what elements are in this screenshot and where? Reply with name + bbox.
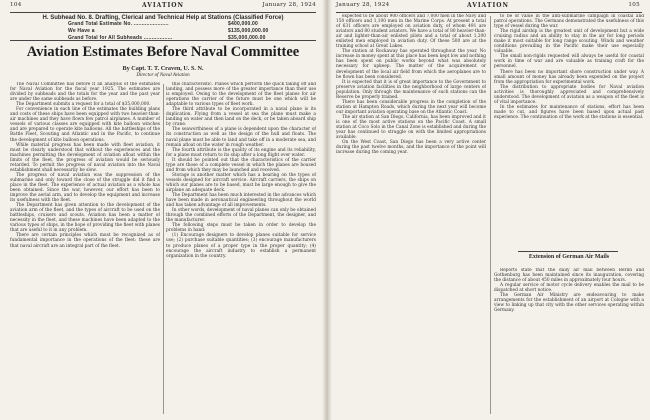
left-page-number: 104: [10, 2, 22, 8]
left-page-date: January 28, 1924: [262, 2, 316, 8]
right-page-number: 105: [628, 2, 640, 8]
page-gutter: [322, 0, 332, 420]
paragraph: The Department has been much interested in the advances which have been made in aeronautical engineering throughout the world and has taken advantage of all improvements.: [166, 193, 316, 209]
paragraph: The station at Rockaway has operated throughout the year. No increase in money spent at this place has been kept low and nothing has been spent on public works beyond what was absolutely necessary for upkeep. The matter of the acquirement or development of the local air field from which the aeroplanes are to be flown has been considered.: [336, 49, 486, 80]
paragraph: It should be pointed out that the characteristics of the carrier type are those of a complete vessel in which the planes are housed and from which they may be launched and received.: [166, 157, 316, 173]
article-column-2: [166, 82, 316, 415]
estimate-row: [10, 28, 316, 35]
paragraph: Storage is another matter which has a bearing on the types of vessels designed for aircraft service. Aircraft carriers, the ships on which our planes are to be based, must be large enough to give the airplane an adequate deck.: [166, 172, 316, 193]
article-column-3: [336, 14, 486, 415]
paragraph: The fourth attribute is the quality of its engine and its reliability, for a plane must return to its ship after a long flight over water.: [166, 147, 316, 158]
author-title: Director of Naval Aviation: [136, 73, 190, 78]
paragraph: The air station at San Diego, California, has been improved and it is one of the most active stations on the Pacific Coast. A small station at Coco Solo in the Canal Zone is established and during the year has continued to struggle on with the limited appropriations available.: [336, 114, 486, 141]
paragraph: While material progress has been made with fleet aviation, it must be clearly understood that without the experiences and the machines permitting the development of aviation afloat within the limits of the fleet, the progress of aviation would be seriously retarded. To permit the progress of naval aviation into the Naval establishment shall necessarily be slow.: [10, 142, 160, 173]
column-divider: [490, 16, 491, 414]
right-running-title: AVIATION: [467, 2, 509, 9]
estimate-row-label: We Have a: [68, 28, 95, 34]
paragraph: expected to be about 900 officers and 7,000 men in the Navy and 150 officers and 1,100 men in the Marine Corps. At present a total of 631 officers are employed on aviation duty, of whom 491 are aviators and 80 student aviators. We have a total of 80 heavier-than-air and lighter-than-air enlisted pilots and a total of about 1,200 enlisted men employed in aviation duty. Of these 500 are at the training school at Great Lakes.: [336, 14, 486, 50]
right-page: [332, 0, 650, 420]
left-running-title: AVIATION: [142, 2, 184, 9]
paragraph: to be of value in the anti-submarine campaign in coastal and patrol operations. The Germans demonstrated the usefulness of this type of vessel during the war.: [494, 14, 644, 30]
article-column-1: [10, 82, 160, 415]
paragraph: In other words, development of naval planes can only be obtained through the combined efforts of the Department, the designer, and the manufacturer.: [166, 208, 316, 224]
estimate-row-label: Grand Total for All Subheads ..................: [68, 35, 173, 41]
paragraph: The small non-rigids requested will always be useful for coastal work in time of war and are valuable as training craft for the personnel.: [494, 54, 644, 70]
left-running-head: [10, 2, 316, 12]
paragraph: The progress of naval aviation was the suppression of the submarine and only toward the close of the struggle did it find a place in the fleet. The experience of actual aviation as a whole has been obtained. Since the war, however, our effort has been to improve the aerial arm, and to develop the equipment and increase its usefulness with the fleet.: [10, 172, 160, 204]
estimate-row-amount: $135,000,000.00: [228, 28, 269, 34]
section-rule: [10, 40, 316, 41]
paragraph: The Department submits a request for a total of $35,000,000.: [16, 102, 151, 108]
paragraph: On the West Coast, San Diego has been a very active center during the past twelve months, and the importance of the point will increase during the coming year.: [336, 140, 486, 156]
paragraph: It is expected that it is of great importance to the Government to preserve aviation facilities in the neighborhood of large centers of population. Only through the maintenance of such stations can the Reserve be properly trained.: [336, 79, 486, 100]
paragraph: The distribution to appropriate bodies for Naval aviation activities is thoroughly appreciated and comprehensively understood. The development of aviation as a weapon of the fleet is of vital importance.: [494, 84, 644, 105]
paragraph: The rigid airship is the greatest unit of development but a wide cruising radius and an ability to stay in the air for long periods make it most suitable for long range scouting. Winds and weather conditions prevailing in the Pacific make their use especially valuable.: [494, 29, 644, 55]
estimate-row: [10, 21, 316, 28]
article-byline: By Capt. T. T. Craven, U. S. N.: [122, 65, 204, 72]
article-column-4: [494, 14, 644, 250]
estimate-summary-title: H. Subhead No. 8. Drafting, Clerical and Technical Help at Stations (Classified Force): [42, 15, 284, 21]
paragraph: The Department has given attention to the development of the aviation arm of the fleet, and the types of aircraft to be used on the battleships, cruisers and scouts. Aviation has been a matter of necessity in the fleet, and these machines have been adapted to the various types of ships, in the hope of providing the fleet with planes that are useful to it in any problem.: [10, 203, 160, 234]
paragraph: For convenience in each line of the estimates the building plans and costs of these ships have been equipped with two heavier-than-air machines and they have flown few patrol airplanes. A number of vessels of various classes are equipped with kite balloon winches and are prepared to operate kite balloons. All the battleships of the Battle Fleet, Scouting and Atlantic and in the Pacific, to continue the development of kite balloon operations.: [10, 107, 160, 143]
left-page: [0, 0, 322, 420]
paragraph: The German Air Ministry are endeavouring to make arrangements for the establishment of an airport at Cologne with a view to linking up that city with the other services operating within Germany.: [494, 293, 644, 314]
estimate-row-amount: $400,000.00: [228, 21, 259, 27]
estimate-summary-block: [10, 14, 316, 42]
news-column: [494, 268, 644, 415]
paragraph: There are certain principles which must be recognized as of fundamental importance in the operations of the fleet: these are that naval aircraft are an integral part of the fleet.: [10, 233, 160, 249]
paragraph: (1) Encourage designers to develop planes suitable for service use; (2) purchase suitable quantities; (3) encourage manufacturers to produce planes of a proper type in the proper quantity; (4) encourage the aircraft industry to establish a permanent organization in the country.: [166, 233, 316, 259]
paragraph: There has been no important shore construction under way. A small amount of money has already been expended on the project from the appropriation for experimental work.: [494, 69, 644, 85]
paragraph: Reports state that the daily air mail between Berlin and Gothenburg has been maintained since its inauguration, covering the distance of about 450 miles in approximately four hours.: [494, 268, 644, 284]
estimate-row-amount: $35,000,000.00: [228, 35, 266, 41]
column-divider: [163, 84, 164, 414]
paragraph: The third attribute to be incorporated in a naval plane is its duplication. Flying from a vessel at sea the plane must make a landing on water and then land on the deck, or be taken aboard ship by crane.: [166, 107, 316, 128]
paragraph: There has been considerable progress in the completion of the station at Hampton Roads, which during the next year will become our important aviation operating base on the Atlantic Coast.: [336, 99, 486, 115]
paragraph: The Naval Committee has before it an analysis of the estimates for Naval Aviation for the fiscal year 1925. The estimates are divided by subheads and the totals for the year and the past year are under the same subheads as before.: [10, 82, 160, 103]
estimate-row-label: Grand Total Estimate No. ......................: [68, 21, 169, 27]
paragraph: The seaworthiness of a plane is dependent upon the character of its construction as well as the design of the hull and floats. The naval plane must be able to land and take off in a moderate sea, and remain afloat on the water in rough weather.: [166, 127, 316, 148]
right-page-date: January 28, 1924: [336, 2, 390, 8]
paragraph: The following steps must be taken in order to develop the problems in hand:: [166, 223, 316, 234]
paragraph: A regular service of motor cycle delivery enables the mail to be dispatched at short notice.: [494, 283, 644, 294]
header-rule: [336, 12, 642, 13]
paragraph: this characteristic. Planes which perform the quick taking off and landing, and possess more of the greater importance than their use is employed. Owing to the development of the fleet planes for air operations the carrier of the future must be one which will be adaptable to various types of fleet work.: [166, 82, 316, 108]
right-running-head: [336, 2, 640, 12]
paragraph: In the estimates for maintenance of stations, effort has been made to cut, and figures have been based upon actual past experience. The continuation of the work at the stations is essential.: [494, 104, 644, 120]
header-rule: [10, 12, 316, 13]
article-headline: Aviation Estimates Before Naval Committee: [26, 44, 300, 60]
section-title: Extension of German Air Mails: [528, 254, 610, 260]
section-rule: [518, 251, 618, 252]
